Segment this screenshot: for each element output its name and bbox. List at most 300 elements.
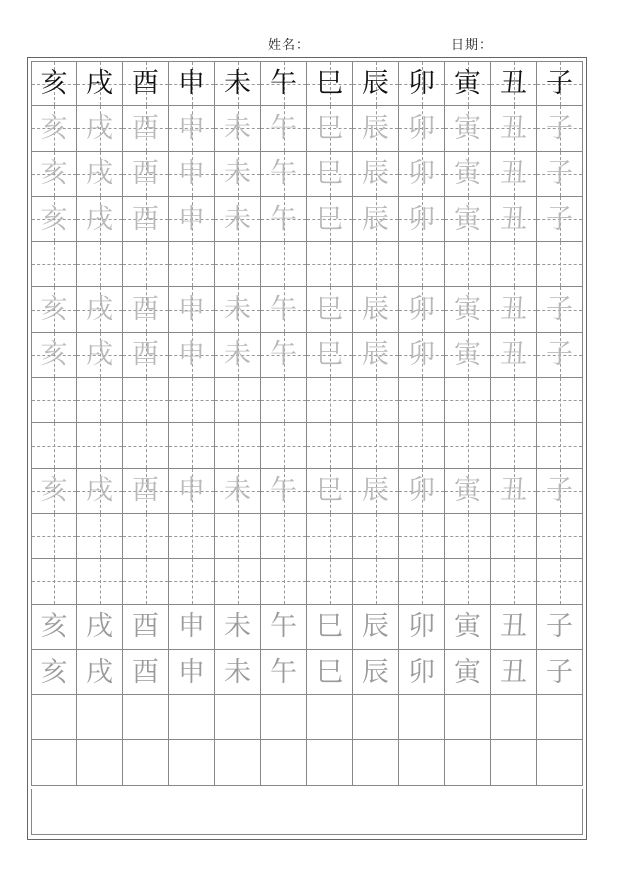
practice-cell	[31, 469, 77, 514]
character-glyph: 卯	[408, 203, 435, 235]
practice-cell	[491, 605, 537, 650]
practice-cell	[169, 61, 215, 106]
character-glyph: 巳	[316, 475, 343, 507]
character-glyph: 午	[270, 339, 297, 371]
practice-cell	[491, 152, 537, 197]
practice-cell	[399, 152, 445, 197]
character-glyph: 戌	[86, 475, 113, 507]
practice-cell	[537, 333, 583, 378]
practice-cell	[169, 152, 215, 197]
character-glyph: 辰	[362, 339, 389, 371]
practice-cell	[123, 333, 169, 378]
practice-cell	[491, 423, 537, 468]
practice-cell	[445, 242, 491, 287]
character-glyph: 午	[270, 294, 297, 326]
character-glyph: 酉	[132, 611, 159, 643]
practice-cell	[399, 423, 445, 468]
practice-cell	[31, 287, 77, 332]
character-glyph: 丑	[500, 158, 527, 190]
practice-cell	[537, 61, 583, 106]
practice-cell	[353, 514, 399, 559]
character-glyph: 巳	[316, 68, 343, 100]
practice-cell	[215, 514, 261, 559]
date-label: 日期：	[451, 38, 494, 53]
practice-row	[31, 469, 583, 514]
practice-cell	[123, 197, 169, 242]
practice-cell	[123, 287, 169, 332]
practice-cell	[399, 197, 445, 242]
practice-cell	[215, 650, 261, 695]
practice-row	[31, 333, 583, 378]
character-glyph: 戌	[86, 112, 113, 144]
practice-cell	[123, 423, 169, 468]
practice-cell	[445, 695, 491, 740]
practice-cell	[215, 469, 261, 514]
character-glyph: 戌	[86, 203, 113, 235]
practice-cell	[31, 423, 77, 468]
practice-cell	[445, 469, 491, 514]
character-glyph: 寅	[454, 112, 481, 144]
practice-cell	[123, 695, 169, 740]
practice-cell	[307, 514, 353, 559]
practice-cell	[169, 740, 215, 785]
practice-cell	[215, 197, 261, 242]
practice-cell	[123, 61, 169, 106]
character-glyph: 午	[270, 203, 297, 235]
practice-cell	[353, 650, 399, 695]
character-glyph: 酉	[132, 339, 159, 371]
practice-cell	[261, 287, 307, 332]
character-glyph: 辰	[362, 475, 389, 507]
practice-cell	[123, 605, 169, 650]
character-glyph: 丑	[500, 656, 527, 688]
character-glyph: 寅	[454, 68, 481, 100]
character-glyph: 戌	[86, 611, 113, 643]
practice-cell	[123, 559, 169, 604]
character-glyph: 巳	[316, 112, 343, 144]
character-glyph: 子	[546, 656, 573, 688]
character-glyph: 丑	[500, 611, 527, 643]
practice-cell	[169, 106, 215, 151]
practice-cell	[307, 559, 353, 604]
practice-cell	[77, 152, 123, 197]
character-glyph: 巳	[316, 294, 343, 326]
character-glyph: 辰	[362, 611, 389, 643]
practice-cell	[399, 514, 445, 559]
character-glyph: 午	[270, 611, 297, 643]
practice-cell	[537, 423, 583, 468]
character-glyph: 未	[224, 112, 251, 144]
character-glyph: 申	[178, 112, 205, 144]
practice-cell	[399, 333, 445, 378]
practice-cell	[491, 650, 537, 695]
practice-cell	[307, 650, 353, 695]
character-glyph: 申	[178, 339, 205, 371]
practice-cell	[215, 333, 261, 378]
practice-cell	[399, 378, 445, 423]
practice-cell	[399, 650, 445, 695]
practice-cell	[261, 106, 307, 151]
practice-cell	[399, 106, 445, 151]
practice-cell	[77, 559, 123, 604]
practice-cell	[445, 740, 491, 785]
practice-cell	[169, 378, 215, 423]
practice-row	[31, 559, 583, 604]
practice-cell	[123, 152, 169, 197]
character-glyph: 申	[178, 203, 205, 235]
practice-cell	[123, 378, 169, 423]
practice-cell	[537, 469, 583, 514]
character-glyph: 亥	[40, 656, 68, 688]
character-glyph: 亥	[40, 68, 68, 100]
practice-cell	[31, 559, 77, 604]
character-glyph: 卯	[408, 656, 435, 688]
practice-cell	[307, 287, 353, 332]
practice-cell	[215, 695, 261, 740]
practice-cell	[353, 423, 399, 468]
practice-cell	[491, 740, 537, 785]
practice-cell	[353, 469, 399, 514]
practice-cell	[261, 605, 307, 650]
practice-cell	[169, 423, 215, 468]
practice-cell	[353, 197, 399, 242]
practice-row	[31, 605, 583, 650]
practice-cell	[215, 378, 261, 423]
practice-cell	[31, 378, 77, 423]
practice-row	[31, 61, 583, 106]
practice-cell	[31, 740, 77, 785]
character-glyph: 丑	[500, 294, 527, 326]
character-glyph: 亥	[40, 158, 68, 190]
character-glyph: 寅	[454, 158, 481, 190]
character-glyph: 辰	[362, 158, 389, 190]
practice-grid	[31, 61, 583, 786]
practice-cell	[399, 695, 445, 740]
practice-cell	[77, 650, 123, 695]
practice-cell	[307, 605, 353, 650]
practice-cell	[445, 106, 491, 151]
practice-cell	[307, 152, 353, 197]
practice-cell	[537, 650, 583, 695]
practice-cell	[399, 469, 445, 514]
practice-cell	[215, 106, 261, 151]
practice-cell	[445, 650, 491, 695]
character-glyph: 酉	[132, 203, 159, 235]
character-glyph: 亥	[40, 475, 68, 507]
footer-blank-row	[31, 789, 583, 835]
character-glyph: 未	[224, 475, 251, 507]
practice-cell	[399, 740, 445, 785]
character-glyph: 戌	[86, 158, 113, 190]
practice-cell	[445, 514, 491, 559]
practice-cell	[491, 197, 537, 242]
practice-cell	[537, 197, 583, 242]
character-glyph: 子	[546, 294, 573, 326]
practice-cell	[261, 61, 307, 106]
practice-row	[31, 695, 583, 740]
practice-row	[31, 106, 583, 151]
practice-cell	[353, 287, 399, 332]
practice-cell	[445, 197, 491, 242]
character-glyph: 午	[270, 475, 297, 507]
practice-cell	[77, 514, 123, 559]
practice-cell	[445, 378, 491, 423]
character-glyph: 亥	[40, 611, 68, 643]
practice-cell	[353, 333, 399, 378]
practice-cell	[169, 242, 215, 287]
character-glyph: 未	[224, 203, 251, 235]
practice-cell	[307, 333, 353, 378]
practice-cell	[77, 106, 123, 151]
practice-cell	[77, 333, 123, 378]
practice-cell	[215, 287, 261, 332]
practice-cell	[31, 152, 77, 197]
character-glyph: 卯	[408, 339, 435, 371]
practice-cell	[169, 514, 215, 559]
character-glyph: 酉	[132, 475, 159, 507]
character-glyph: 申	[178, 68, 205, 100]
character-glyph: 酉	[132, 112, 159, 144]
practice-cell	[31, 514, 77, 559]
practice-cell	[261, 197, 307, 242]
practice-cell	[537, 152, 583, 197]
practice-cell	[537, 242, 583, 287]
character-glyph: 寅	[454, 203, 481, 235]
character-glyph: 酉	[132, 68, 159, 100]
character-glyph: 未	[224, 339, 251, 371]
practice-cell	[261, 514, 307, 559]
practice-cell	[169, 559, 215, 604]
character-glyph: 申	[178, 294, 205, 326]
practice-cell	[445, 605, 491, 650]
character-glyph: 辰	[362, 656, 389, 688]
character-glyph: 辰	[362, 112, 389, 144]
character-glyph: 巳	[316, 203, 343, 235]
practice-cell	[307, 695, 353, 740]
character-glyph: 酉	[132, 158, 159, 190]
practice-cell	[537, 559, 583, 604]
character-glyph: 辰	[362, 203, 389, 235]
character-glyph: 卯	[408, 294, 435, 326]
practice-row	[31, 152, 583, 197]
practice-cell	[261, 740, 307, 785]
character-glyph: 寅	[454, 475, 481, 507]
character-glyph: 未	[224, 158, 251, 190]
practice-cell	[445, 559, 491, 604]
character-glyph: 寅	[454, 294, 481, 326]
character-glyph: 子	[546, 475, 573, 507]
character-glyph: 卯	[408, 611, 435, 643]
character-glyph: 子	[546, 203, 573, 235]
character-glyph: 寅	[454, 339, 481, 371]
practice-cell	[31, 333, 77, 378]
practice-cell	[261, 650, 307, 695]
practice-cell	[307, 740, 353, 785]
character-glyph: 丑	[500, 68, 527, 100]
character-glyph: 戌	[86, 339, 113, 371]
practice-cell	[353, 740, 399, 785]
practice-cell	[399, 287, 445, 332]
practice-row	[31, 423, 583, 468]
character-glyph: 未	[224, 611, 251, 643]
character-glyph: 丑	[500, 203, 527, 235]
practice-cell	[491, 559, 537, 604]
character-glyph: 巳	[316, 339, 343, 371]
practice-cell	[537, 106, 583, 151]
practice-cell	[123, 242, 169, 287]
practice-cell	[399, 605, 445, 650]
practice-cell	[307, 242, 353, 287]
character-glyph: 亥	[40, 203, 68, 235]
character-glyph: 戌	[86, 68, 113, 100]
practice-cell	[353, 605, 399, 650]
character-glyph: 午	[270, 158, 297, 190]
character-glyph: 子	[546, 339, 573, 371]
character-glyph: 辰	[362, 294, 389, 326]
practice-cell	[307, 197, 353, 242]
character-glyph: 午	[270, 656, 297, 688]
character-glyph: 丑	[500, 475, 527, 507]
character-glyph: 子	[546, 158, 573, 190]
practice-cell	[169, 469, 215, 514]
character-glyph: 丑	[500, 339, 527, 371]
character-glyph: 巳	[316, 158, 343, 190]
character-glyph: 亥	[40, 339, 68, 371]
character-glyph: 卯	[408, 158, 435, 190]
practice-cell	[491, 469, 537, 514]
practice-row	[31, 197, 583, 242]
practice-cell	[537, 378, 583, 423]
practice-cell	[31, 242, 77, 287]
character-glyph: 午	[270, 68, 297, 100]
character-glyph: 戌	[86, 656, 113, 688]
practice-cell	[169, 287, 215, 332]
practice-cell	[353, 559, 399, 604]
practice-cell	[261, 152, 307, 197]
practice-cell	[353, 242, 399, 287]
practice-cell	[77, 423, 123, 468]
practice-cell	[445, 61, 491, 106]
practice-cell	[31, 695, 77, 740]
practice-cell	[31, 61, 77, 106]
practice-cell	[77, 378, 123, 423]
practice-cell	[169, 197, 215, 242]
practice-cell	[215, 242, 261, 287]
practice-cell	[537, 605, 583, 650]
character-glyph: 申	[178, 475, 205, 507]
practice-cell	[307, 61, 353, 106]
practice-cell	[491, 61, 537, 106]
practice-cell	[77, 695, 123, 740]
practice-cell	[169, 333, 215, 378]
practice-cell	[353, 695, 399, 740]
practice-cell	[77, 287, 123, 332]
practice-cell	[215, 740, 261, 785]
practice-cell	[261, 333, 307, 378]
practice-cell	[77, 61, 123, 106]
character-glyph: 子	[546, 112, 573, 144]
practice-cell	[31, 650, 77, 695]
practice-cell	[123, 514, 169, 559]
practice-row	[31, 378, 583, 423]
practice-cell	[353, 61, 399, 106]
character-glyph: 卯	[408, 112, 435, 144]
practice-cell	[215, 61, 261, 106]
practice-cell	[31, 197, 77, 242]
practice-cell	[307, 378, 353, 423]
character-glyph: 申	[178, 158, 205, 190]
character-glyph: 酉	[132, 656, 159, 688]
character-glyph: 巳	[316, 611, 343, 643]
practice-cell	[307, 423, 353, 468]
name-label: 姓名：	[268, 38, 311, 53]
practice-cell	[445, 152, 491, 197]
practice-cell	[123, 650, 169, 695]
character-glyph: 未	[224, 294, 251, 326]
practice-cell	[491, 695, 537, 740]
practice-cell	[31, 605, 77, 650]
practice-row	[31, 287, 583, 332]
practice-cell	[77, 242, 123, 287]
character-glyph: 未	[224, 656, 251, 688]
practice-cell	[215, 605, 261, 650]
character-glyph: 酉	[132, 294, 159, 326]
practice-cell	[353, 378, 399, 423]
practice-cell	[491, 378, 537, 423]
practice-row	[31, 242, 583, 287]
practice-cell	[491, 242, 537, 287]
practice-cell	[123, 740, 169, 785]
practice-cell	[261, 695, 307, 740]
practice-cell	[77, 469, 123, 514]
practice-cell	[169, 650, 215, 695]
character-glyph: 未	[224, 68, 251, 100]
practice-cell	[123, 106, 169, 151]
practice-cell	[261, 469, 307, 514]
practice-cell	[445, 287, 491, 332]
practice-cell	[31, 106, 77, 151]
practice-cell	[491, 287, 537, 332]
practice-row	[31, 650, 583, 695]
practice-cell	[537, 287, 583, 332]
character-glyph: 亥	[40, 294, 68, 326]
character-glyph: 亥	[40, 112, 68, 144]
practice-cell	[307, 106, 353, 151]
practice-cell	[261, 242, 307, 287]
character-glyph: 申	[178, 611, 205, 643]
practice-cell	[491, 333, 537, 378]
practice-cell	[169, 695, 215, 740]
practice-cell	[261, 559, 307, 604]
practice-cell	[537, 514, 583, 559]
practice-cell	[77, 197, 123, 242]
practice-cell	[215, 152, 261, 197]
character-glyph: 寅	[454, 656, 481, 688]
practice-cell	[399, 61, 445, 106]
practice-cell	[261, 378, 307, 423]
character-glyph: 卯	[408, 68, 435, 100]
character-glyph: 丑	[500, 112, 527, 144]
character-glyph: 巳	[316, 656, 343, 688]
practice-cell	[445, 423, 491, 468]
practice-cell	[537, 740, 583, 785]
character-glyph: 卯	[408, 475, 435, 507]
character-glyph: 戌	[86, 294, 113, 326]
practice-cell	[215, 559, 261, 604]
practice-cell	[307, 469, 353, 514]
practice-cell	[491, 514, 537, 559]
practice-cell	[399, 242, 445, 287]
